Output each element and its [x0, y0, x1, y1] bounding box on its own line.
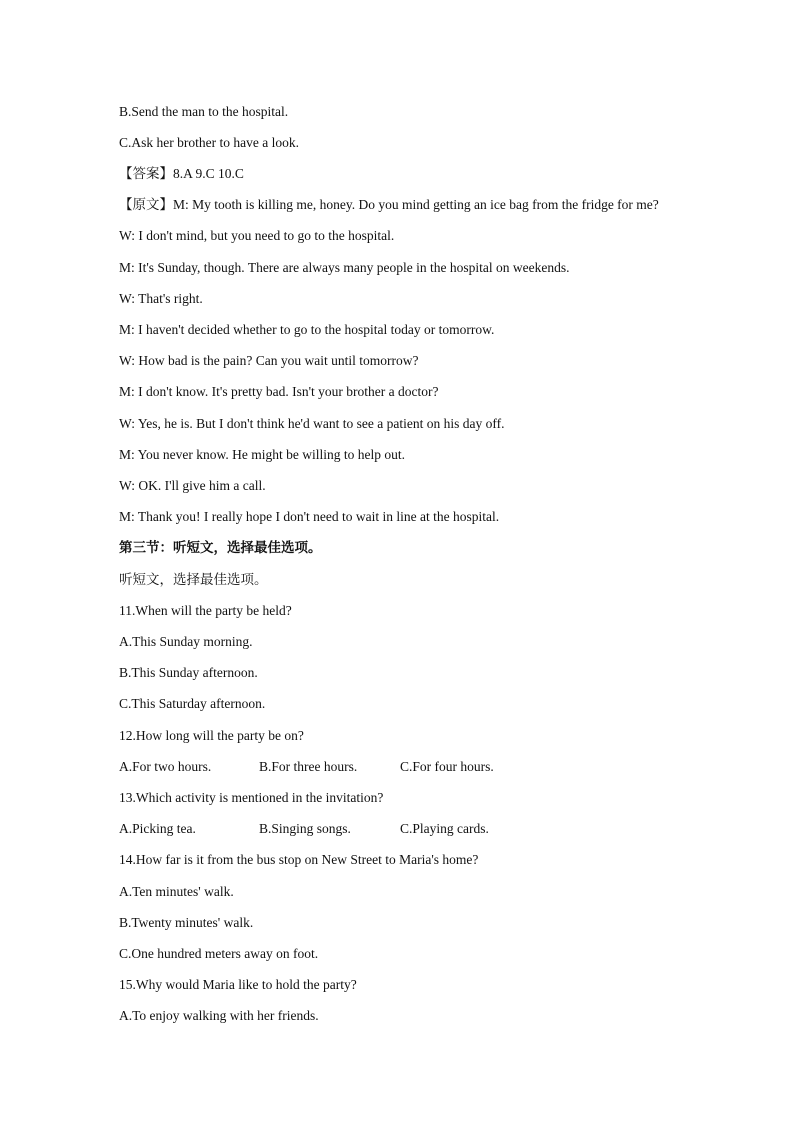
- option-line: C.One hundred meters away on foot.: [119, 946, 319, 961]
- section-instruction: 听短文，选择最佳选项。: [119, 572, 268, 587]
- option-a: A.Picking tea.: [119, 821, 196, 836]
- option-b: B.Singing songs.: [259, 821, 351, 836]
- answer-line: 【答案】8.A 9.C 10.C: [119, 166, 244, 181]
- question-12: 12.How long will the party be on?: [119, 728, 304, 743]
- option-a: A.For two hours.: [119, 759, 212, 774]
- transcript-line: W: I don't mind, but you need to go to the hospital.: [119, 228, 395, 243]
- transcript-line: M: You never know. He might be willing to help out.: [119, 447, 405, 462]
- option-line: A.To enjoy walking with her friends.: [119, 1008, 319, 1023]
- option-b: B.For three hours.: [259, 759, 358, 774]
- transcript-line: M: I don't know. It's pretty bad. Isn't your brother a doctor?: [119, 384, 439, 399]
- option-line: B.This Sunday afternoon.: [119, 665, 258, 680]
- transcript-line: W: Yes, he is. But I don't think he'd want to see a patient on his day off.: [119, 416, 505, 431]
- transcript-line: M: It's Sunday, though. There are always many people in the hospital on weekends.: [119, 260, 570, 275]
- option-line: B.Send the man to the hospital.: [119, 104, 289, 119]
- option-c: C.Playing cards.: [400, 821, 489, 836]
- option-line: C.This Saturday afternoon.: [119, 696, 266, 711]
- transcript-line: 【原文】M: My tooth is killing me, honey. Do you mind getting an ice bag from the fridge for me?: [119, 197, 659, 212]
- transcript-line: W: OK. I'll give him a call.: [119, 478, 266, 493]
- option-line: A.This Sunday morning.: [119, 634, 253, 649]
- question-14: 14.How far is it from the bus stop on New Street to Maria's home?: [119, 852, 479, 867]
- transcript-line: W: How bad is the pain? Can you wait until tomorrow?: [119, 353, 419, 368]
- section-heading: 第三节：听短文，选择最佳选项。: [119, 540, 322, 555]
- question-11: 11.When will the party be held?: [119, 603, 292, 618]
- option-line: C.Ask her brother to have a look.: [119, 135, 299, 150]
- option-line: B.Twenty minutes' walk.: [119, 915, 254, 930]
- transcript-line: W: That's right.: [119, 291, 203, 306]
- transcript-line: M: Thank you! I really hope I don't need to wait in line at the hospital.: [119, 509, 500, 524]
- question-15: 15.Why would Maria like to hold the party?: [119, 977, 357, 992]
- question-13: 13.Which activity is mentioned in the invitation?: [119, 790, 384, 805]
- transcript-line: M: I haven't decided whether to go to the hospital today or tomorrow.: [119, 322, 495, 337]
- option-c: C.For four hours.: [400, 759, 494, 774]
- option-line: A.Ten minutes' walk.: [119, 884, 234, 899]
